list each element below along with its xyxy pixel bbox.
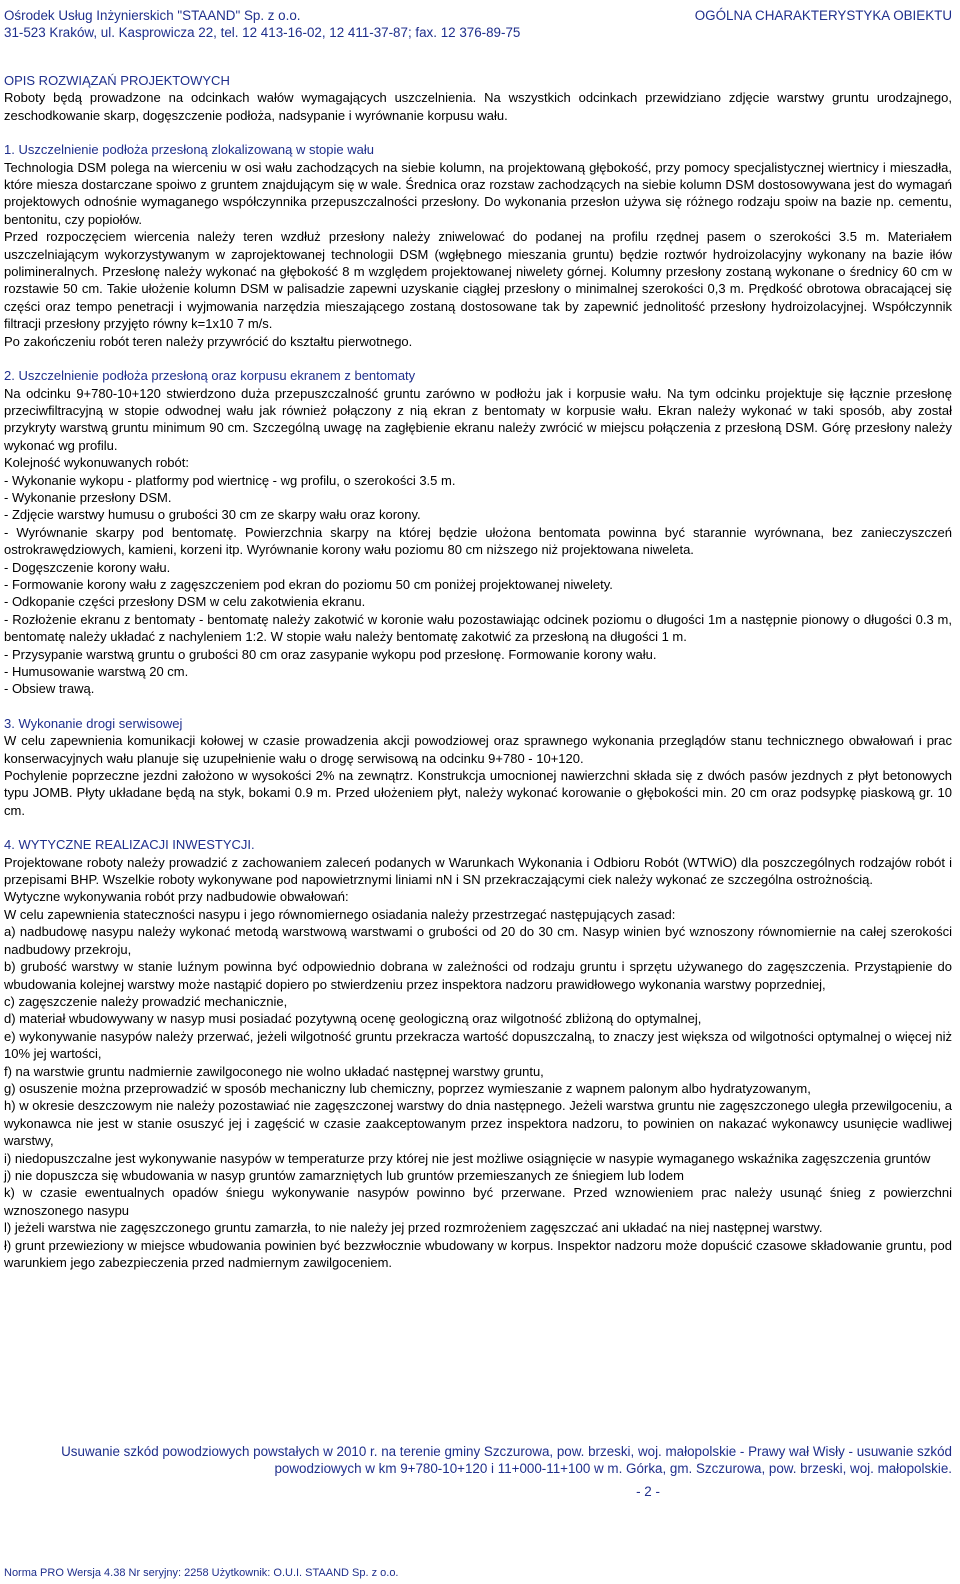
steps-list (4, 472, 952, 698)
paragraph: Po zakończeniu robót teren należy przywrócić do kształtu pierwotnego. (4, 333, 413, 349)
guidelines-list (4, 923, 952, 1271)
order-label: Kolejność wykonuwanych robót: (4, 455, 189, 471)
list-item: l) jeżeli warstwa nie zagęszczonego gruntu zamarzła, to nie należy jej przed rozmrożeniem zagęszczać ani układać na niej następnej warstwy. (4, 1220, 823, 1236)
spacer (4, 350, 952, 367)
list-item: - Przysypanie warstwą gruntu o grubości 80 cm oraz zasypanie wykopu pod przesłonę. Formowanie korony wału. (4, 646, 657, 662)
list-item: - Obsiew trawą. (4, 681, 95, 697)
section-title-1: 1. Uszczelnienie podłoża przesłoną zlokalizowaną w stopie wału (4, 142, 374, 158)
company-address: 31-523 Kraków, ul. Kasprowicza 22, tel. 12 413-16-02, 12 411-37-87; fax. 12 376-89-75 (4, 25, 521, 40)
list-item: - Zdjęcie warstwy humusu o grubości 30 cm ze skarpy wału oraz korony. (4, 507, 421, 523)
list-item: f) na warstwie gruntu nadmiernie zawilgoconego nie wolno układać następnej warstwy gruntu, (4, 1063, 544, 1079)
list-item: a) nadbudowę nasypu należy wykonać metodą warstwową warstwami o grubości od 20 do 30 cm. Nasyp winien być wznoszony równomiernie na całej szerokości nadbudowy przekroju, (4, 924, 952, 957)
paragraph: Przed rozpoczęciem wiercenia należy teren wzdłuż przesłony należy zniwelować do podanej na profilu rzędnej pasem o szerokości 3.5 m. Materiałem uszczelniającym wykorzystywanym w zaprojektowanej technologii DSM (wgłębnego mieszania gruntu) będzie roztwór hydroizolacyjny wykonany na bazie iłów polimineralnych. Przesłonę należy wykonać na głębokość 8 m względem projektowanej niwelety górnej. Kolumny przesłony zostaną wykonane o średnicy 60 cm w rozstawie 50 cm. Takie ułożenie kolumn DSM w palisadzie zapewni uzyskanie ciągłej przesłony o minimalnej szerokości 0,3 m. Prędkość obrotowa obracającej się części oraz tempo penetracji i wyjmowania narzędzia mieszającego zostaną dostosowane tak by zapewnić jednolitość przesłony hydroizolacyjnej. Współczynnik filtracji przesłony przyjęto równy k=1x10 7 m/s. (4, 229, 952, 332)
company-name: Ośrodek Usług Inżynierskich "STAAND" Sp. z o.o. (4, 8, 301, 23)
paragraph: Pochylenie poprzeczne jezdni założono w wysokości 2% na zewnątrz. Konstrukcja umocnionej nawierzchni składa się z dwóch pasów jezdnych z płyt betonowych typu JOMB. Płyty układane będą na styk, bokami 0.9 m. Przed ułożeniem płyt, należy wykonać korowanie o głębokości min. 20 cm oraz podsypkę piaskową gr. 10 cm. (4, 768, 952, 818)
list-item: e) wykonywanie nasypów należy przerwać, jeżeli wilgotność gruntu przekracza wartość dopuszczalną, to znaczy jest większa od wilgotności optymalnej o więcej niż 10% jej wartości, (4, 1028, 952, 1062)
spacer (4, 124, 952, 141)
list-item: - Rozłożenie ekranu z bentomaty - bentomatę należy zakotwić w koronie wału pozostawiając odcinek poziomu o długości 1m a następnie pionowy o długości 0.3 m, bentomatę należy układać z nachyleniem 1:2. W stopie wału należy bentomatę zakotwić za przesłoną na długości 1 m. (4, 611, 952, 645)
software-info: Norma PRO Wersja 4.38 Nr seryjny: 2258 Użytkownik: O.U.I. STAAND Sp. z o.o. (4, 1567, 399, 1579)
document-body (4, 72, 952, 1271)
document-title: OGÓLNA CHARAKTERYSTYKA OBIEKTU (694, 8, 952, 23)
list-item: - Wykonanie wykopu - platformy pod wiertnicę - wg profilu, o szerokości 3.5 m. (4, 472, 456, 488)
project-description: Usuwanie szkód powodziowych powstałych w 2010 r. na terenie gminy Szczurowa, pow. brzeski, woj. małopolskie - Prawy wał Wisły - usuwanie szkód powodziowych w km 9+780-10+120 i 11+000-11+100 w m. Górka, gm. Szczurowa, pow. brzeski, woj. małopolskie. (61, 1444, 952, 1476)
list-item: - Odkopanie części przesłony DSM w celu zakotwienia ekranu. (4, 594, 366, 610)
list-item: - Humusowanie warstwą 20 cm. (4, 664, 189, 679)
list-item: k) w czasie ewentualnych opadów śniegu wykonywanie nasypów powinno być przerwane. Przed wznowieniem prac należy usunąć śnieg z powierzchni wznoszonego nasypu (4, 1185, 952, 1218)
list-item: i) niedopuszczalne jest wykonywanie nasypów w temperaturze przy której nie jest możliwe osiągnięcie w nasypie wymaganego wskaźnika zagęszczenia gruntów (4, 1150, 931, 1166)
guidelines-label: Wytyczne wykonywania robót przy nadbudowie obwałowań: (4, 889, 349, 905)
list-item: - Dogęszczenie korony wału. (4, 559, 171, 575)
section-title-3: 3. Wykonanie drogi serwisowej (4, 715, 183, 731)
section-title-4: 4. WYTYCZNE REALIZACJI INWESTYCJI. (4, 837, 255, 853)
list-item: - Wykonanie przesłony DSM. (4, 489, 172, 505)
list-item: ł) grunt przewieziony w miejsce wbudowania powinien być bezzwłocznie wbudowany w korpus. Inspektor nadzoru może dopuścić czasowe składowanie gruntu, pod warunkiem jego zabezpieczenia przed nadmiernym zawilgoceniem. (4, 1237, 952, 1270)
list-item: g) osuszenie można przeprowadzić w sposób mechaniczny lub chemiczny, poprzez wymieszanie z wapnem palonym albo hydratyzowanym, (4, 1080, 811, 1096)
page-header (4, 8, 952, 48)
paragraph: Projektowane roboty należy prowadzić z zachowaniem zaleceń podanych w Warunkach Wykonania i Odbioru Robót (WTWiO) dla poszczególnych rodzajów robót i przepisami BHP. Wszelkie roboty wykonywane pod napowietrznymi liniami nN i SN przekraczającymi ciek należy wykonać ze szczególna ostrożnością. (4, 854, 952, 888)
spacer (4, 698, 952, 715)
list-item: c) zagęszczenie należy prowadzić mechanicznie, (4, 993, 288, 1009)
list-item: d) materiał wbudowywany w nasyp musi posiadać pozytywną ocenę geologiczną oraz wilgotność zbliżoną do optymalnej, (4, 1011, 702, 1027)
paragraph: Technologia DSM polega na wierceniu w osi wału zachodzących na siebie kolumn, na projektowaną głębokość, przy pomocy specjalistycznej wiertnicy i mieszadła, które miesza dostarczane spoiwo z gruntem znajdującym się w wale. Średnica oraz rozstaw zachodzących na siebie kolumn DSM dostosowywana jest do wymagań projektowych odnośnie wymaganego współczynnika przepuszczalności przesłony. Do wykonania przesłon używa się różnego rodzaju spoiw na bazie np. cementu, bentonitu, czy popiołów. (4, 159, 952, 227)
list-item: h) w okresie deszczowym nie należy pozostawiać nie zagęszczonej warstwy do dnia następnego. Jeżeli warstwa gruntu nie zagęszczonego uległa przewilgoceniu, a wykonawca nie jest w stanie osuszyć jej i zagęścić w czasie zaakceptowanym przez inspektora nadzoru, to powinien on nakazać wykonawcy usunięcie wadliwej warstwy, (4, 1098, 952, 1149)
list-item: b) grubość warstwy w stanie luźnym powinna być odpowiednio dobrana w zależności od rodzaju gruntu i sprzętu używanego do zagęszczenia. Przystąpienie do wbudowania kolejnej warstwy może nastąpić dopiero po stwierdzeniu przez inspektora nadzoru prawidłowego wykonania warstwy poprzedniej, (4, 959, 952, 992)
list-item: - Wyrównanie skarpy pod bentomatę. Powierzchnia skarpy na której będzie ułożona bentomata powinna być starannie wyrównana, bez zanieczyszczeń ostrokrawędziowych, kamieni, korzeni itp. Wyrównanie korony wału poziomu 80 cm niższego niż projektowana niweleta. (4, 524, 952, 558)
page-number: - 2 - (636, 1484, 660, 1499)
paragraph: W celu zapewnienia stateczności nasypu i jego równomiernego osiadania należy przestrzegać następujących zasad: (4, 906, 676, 922)
list-item: - Formowanie korony wału z zagęszczeniem pod ekran do poziomu 50 cm poniżej projektowanej niwelety. (4, 576, 613, 592)
list-item: j) nie dopuszcza się wbudowania w nasyp gruntów zamarzniętych lub gruntów przemieszanych ze śniegiem lub lodem (4, 1167, 684, 1183)
paragraph: Roboty będą prowadzone na odcinkach wałów wymagających uszczelnienia. Na wszystkich odcinkach przewidziano zdjęcie warstwy gruntu urodzajnego, zeschodkowanie skarp, dogęszczenie podłoża, nadsypanie i wyrównanie korpusu wału. (4, 90, 952, 123)
page-footer (4, 1443, 952, 1500)
spacer (4, 819, 952, 836)
section-title-project: OPIS ROZWIĄZAŃ PROJEKTOWYCH (4, 73, 230, 88)
paragraph: Na odcinku 9+780-10+120 stwierdzono duża przepuszczalność gruntu zarówno w podłożu jak i korpusie wału. Na tym odcinku projektuje się łącznie przesłonę przeciwfiltracyjną w stopie odwodnej wału jak również połączony z nią ekran z bentomaty w korpusie wału. Ekran należy wykonać w taki sposób, aby został przykryty warstwą gruntu minimum 90 cm. Szczególną uwagę na zagłębienie ekranu należy zwrócić w miejscu połączenia z przesłoną DSM. Górę przesłony należy wykonać wg profilu. (4, 385, 952, 453)
paragraph: W celu zapewnienia komunikacji kołowej w czasie prowadzenia akcji powodziowej oraz sprawnego wykonania przeglądów stanu technicznego obwałowań i prac konserwacyjnych wału planuje się uzupełnienie wału o drogę serwisową na odcinku 9+780 - 10+120. (4, 733, 952, 766)
section-title-2: 2. Uszczelnienie podłoża przesłoną oraz korpusu ekranem z bentomaty (4, 368, 416, 384)
